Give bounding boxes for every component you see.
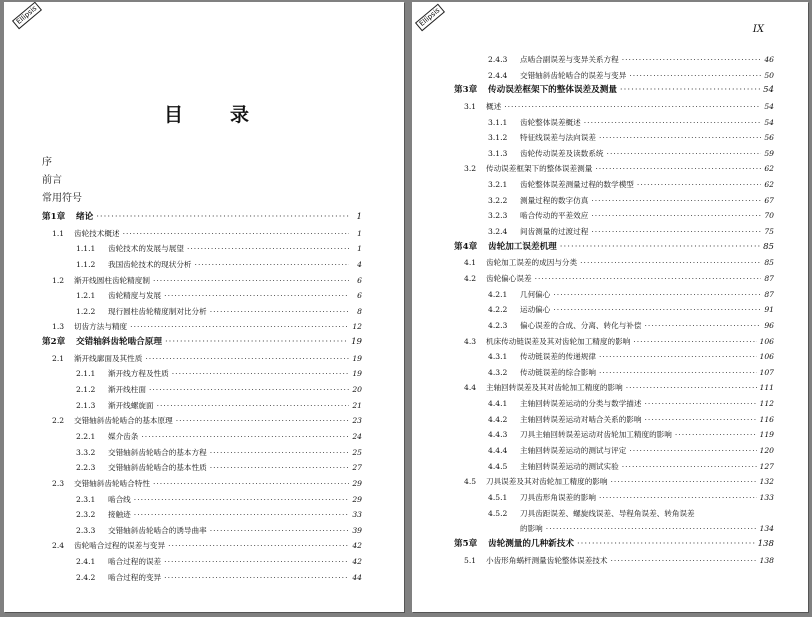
toc-entry-page: 112 <box>759 399 774 409</box>
toc-entry-title: 齿轮加工误差的成因与分类 <box>486 258 578 268</box>
toc-entry-title: 特征线误差与法向误差 <box>520 133 596 143</box>
toc-entry-title: 渐开线圆柱齿轮精度制 <box>74 275 150 285</box>
toc-entry-title: 齿轮技术概述 <box>74 228 120 238</box>
toc-entry-title: 齿轮传动误差及读数系统 <box>520 148 604 158</box>
toc-entry-title: 渐开线螺旋面 <box>108 400 154 410</box>
toc-entry-title: 主轴回转误差运动的测试实验 <box>520 461 619 471</box>
toc-entry-title: 交错轴斜齿轮啮合的基本原理 <box>74 416 173 426</box>
toc-entry-number: 2.1 <box>52 353 65 363</box>
toc-leader-dots <box>620 83 760 99</box>
toc-entry-title: 齿轮加工误差机理 <box>488 241 557 252</box>
toc-entry-page: 19 <box>352 353 362 363</box>
toc-subsection-entry[interactable] <box>454 115 774 131</box>
toc-section-entry[interactable] <box>454 553 774 569</box>
toc-subsection-entry[interactable] <box>42 445 362 461</box>
toc-leader-dots <box>546 521 757 537</box>
toc-entry-number: 3.1.1 <box>488 117 508 127</box>
toc-section-entry[interactable] <box>454 161 774 177</box>
toc-leader-dots <box>599 365 757 381</box>
toc-leader-dots <box>172 366 349 382</box>
toc-leader-dots <box>584 115 761 131</box>
toc-leader-dots <box>591 193 761 209</box>
toc-entry-page: 120 <box>759 446 774 456</box>
toc-entry-title: 间齿测量的过渡过程 <box>520 227 589 237</box>
toc-entry-number: 1.1 <box>52 228 65 238</box>
toc-entry-number: 2.4.1 <box>76 557 96 567</box>
toc-section-entry[interactable] <box>42 476 362 492</box>
toc-entry-number: 2.3.1 <box>76 494 96 504</box>
toc-leader-dots <box>96 210 349 226</box>
toc-entry-number: 2.2.3 <box>76 463 96 473</box>
toc-entry-page: 20 <box>352 385 362 395</box>
toc-leader-dots <box>149 382 349 398</box>
toc-entry-number: 4.4 <box>464 383 477 393</box>
toc-entry-number: 第1章 <box>42 212 66 222</box>
toc-entry-number: 4.4.4 <box>488 446 508 456</box>
toc-entry-page: 39 <box>352 525 362 535</box>
toc-leader-dots <box>210 460 349 476</box>
toc-leader-dots <box>165 335 348 351</box>
toc-chapter-entry[interactable] <box>42 210 362 226</box>
toc-entry-title: 切齿方法与精度 <box>74 322 128 332</box>
toc-leader-dots <box>626 380 757 396</box>
toc-leader-dots <box>595 161 761 177</box>
toc-subsection-entry[interactable] <box>454 506 774 522</box>
toc-entry-title: 齿轮整体误差测量过程的数学模型 <box>520 180 634 190</box>
toc-chapter-entry[interactable] <box>42 335 362 351</box>
toc-entry-page: 127 <box>759 461 774 471</box>
toc-subsection-entry[interactable] <box>454 287 774 303</box>
toc-chapter-entry[interactable] <box>454 83 774 99</box>
toc-entry-number: 4.3 <box>464 336 477 346</box>
toc-subsection-entry[interactable] <box>454 396 774 412</box>
toc-subsection-entry[interactable] <box>454 224 774 240</box>
toc-subsection-entry[interactable] <box>454 412 774 428</box>
toc-section-entry[interactable] <box>42 319 362 335</box>
toc-subsection-entry[interactable] <box>454 349 774 365</box>
toc-entry-number: 2.1.2 <box>76 385 96 395</box>
toc-entry-title: 机床传动链误差及其对齿轮加工精度的影响 <box>486 336 631 346</box>
toc-entry-number: 3.2 <box>464 164 477 174</box>
toc-subsection-entry[interactable] <box>454 443 774 459</box>
toc-entry-number: 1.2.1 <box>76 291 96 301</box>
book-stamp: Ellipsis <box>415 4 445 32</box>
toc-entry-number: 1.2 <box>52 275 65 285</box>
toc-leader-dots <box>645 412 757 428</box>
toc-entry-title: 交错轴斜齿轮啮合的误差与变异 <box>520 70 627 80</box>
toc-entry-title: 传动误差框架下的整体误差测量 <box>486 164 593 174</box>
toc-entry-page: 62 <box>764 180 774 190</box>
toc-entry-title: 齿轮偏心误差 <box>486 273 532 283</box>
toc-subsection-entry[interactable] <box>42 241 362 257</box>
toc-section-entry[interactable] <box>454 255 774 271</box>
toc-leader-dots <box>675 427 757 443</box>
toc-section-entry[interactable] <box>454 99 774 115</box>
toc-entry-page: 116 <box>759 414 774 424</box>
toc-leader-dots <box>645 318 762 334</box>
toc-entry-title: 传动链误差的综合影响 <box>520 367 596 377</box>
toc-entry-title: 绪论 <box>76 212 94 222</box>
toc-subsection-entry[interactable] <box>454 365 774 381</box>
toc-entry-title: 主轴回转误差运动的分类与数学描述 <box>520 399 642 409</box>
toc-entry-title: 渐开线柱面 <box>108 385 146 395</box>
toc-entry-title: 主轴回转误差及其对齿轮加工精度的影响 <box>486 383 623 393</box>
toc-subsection-entry[interactable] <box>42 523 362 539</box>
front-matter-foreword[interactable]: 前言 <box>42 175 62 186</box>
toc-subsection-entry[interactable] <box>42 429 362 445</box>
toc-entry-title: 交错轴斜齿轮啮合的诱导曲率 <box>108 525 207 535</box>
toc-entry-number: 4.4.3 <box>488 430 508 440</box>
toc-entry-title: 媒介齿条 <box>108 431 139 441</box>
toc-entry-number: 第5章 <box>454 538 478 549</box>
toc-entry-number: 3.2.4 <box>488 227 508 237</box>
toc-leader-dots <box>553 287 761 303</box>
toc-entry-page: 29 <box>352 478 362 488</box>
toc-entry-page: 1 <box>357 244 362 254</box>
toc-entry-number: 4.5 <box>464 477 477 487</box>
toc-entry-page: 6 <box>357 275 362 285</box>
toc-leader-dots <box>195 257 349 273</box>
toc-list-right <box>454 52 774 568</box>
toc-entry-number: 1.2.2 <box>76 306 96 316</box>
book-stamp: Ellipsis <box>12 2 42 29</box>
toc-subsection-entry[interactable] <box>454 193 774 209</box>
toc-entry-page: 132 <box>759 477 774 487</box>
toc-entry-number: 1.3 <box>52 322 65 332</box>
toc-entry-page: 138 <box>757 538 774 549</box>
toc-leader-dots <box>187 241 349 257</box>
toc-leader-dots <box>134 507 349 523</box>
toc-leader-dots <box>611 474 757 490</box>
toc-entry-page: 1 <box>357 228 362 238</box>
toc-entry-title: 概述 <box>486 101 502 111</box>
toc-leader-dots <box>145 351 349 367</box>
toc-leader-dots <box>622 52 761 68</box>
toc-leader-dots <box>611 553 757 569</box>
toc-entry-title: 交错轴斜齿轮啮合的基本方程 <box>108 447 207 457</box>
toc-subsection-entry[interactable] <box>42 366 362 382</box>
toc-entry-number: 2.2 <box>52 416 65 426</box>
toc-entry-page: 21 <box>352 400 362 410</box>
toc-section-entry[interactable] <box>42 226 362 242</box>
toc-entry-title: 主轴回转误差运动的测试与评定 <box>520 446 627 456</box>
toc-entry-page: 87 <box>764 273 774 283</box>
toc-entry-title: 小齿形角蜗杆测量齿轮整体误差技术 <box>486 555 608 565</box>
toc-entry-title: 交错轴斜齿轮啮合特性 <box>74 478 150 488</box>
toc-entry-title: 运动偏心 <box>520 305 551 315</box>
toc-subsection-entry[interactable] <box>42 398 362 414</box>
toc-entry-number: 4.3.1 <box>488 352 508 362</box>
toc-entry-number: 2.4.4 <box>488 70 508 80</box>
toc-entry-page: 87 <box>764 289 774 299</box>
toc-leader-dots <box>176 413 349 429</box>
toc-entry-page: 29 <box>352 494 362 504</box>
toc-entry-page: 44 <box>352 572 362 582</box>
toc-entry-number: 3.1.3 <box>488 148 508 158</box>
toc-entry-page: 8 <box>357 306 362 316</box>
toc-entry-page: 54 <box>764 101 774 111</box>
toc-entry-page: 85 <box>763 241 774 252</box>
toc-entry-number: 5.1 <box>464 555 477 565</box>
toc-leader-dots <box>591 224 761 240</box>
toc-entry-number: 3.3.2 <box>76 447 96 457</box>
toc-subsection-entry[interactable] <box>42 570 362 586</box>
toc-section-entry[interactable] <box>454 474 774 490</box>
toc-entry-page: 19 <box>351 337 362 348</box>
toc-leader-dots <box>504 99 761 115</box>
toc-leader-dots <box>622 459 757 475</box>
toc-subsection-entry[interactable] <box>42 554 362 570</box>
toc-entry-page: 42 <box>352 557 362 567</box>
toc-entry-page: 59 <box>764 148 774 158</box>
toc-entry-page: 54 <box>764 117 774 127</box>
toc-entry-title: 刀具主轴回转误差运动对齿轮加工精度的影响 <box>520 430 672 440</box>
toc-subsection-entry[interactable] <box>454 459 774 475</box>
toc-entry-title: 交错轴斜齿轮啮合原理 <box>76 337 162 348</box>
toc-entry-title: 测量过程的数字仿真 <box>520 195 589 205</box>
toc-leader-dots <box>629 68 761 84</box>
toc-subsection-entry[interactable] <box>454 318 774 334</box>
toc-chapter-entry[interactable] <box>454 537 774 553</box>
toc-entry-title: 刀具误差及其对齿轮加工精度的影响 <box>486 477 608 487</box>
toc-subsection-entry[interactable] <box>454 146 774 162</box>
toc-leader-dots <box>599 349 757 365</box>
toc-leader-dots <box>535 271 761 287</box>
toc-entry-title: 刀具齿形角误差的影响 <box>520 492 596 502</box>
toc-entry-page: 25 <box>352 447 362 457</box>
toc-leader-dots <box>153 476 349 492</box>
toc-entry-number: 2.3.2 <box>76 510 96 520</box>
toc-entry-title: 啮合过程的误差 <box>108 557 162 567</box>
toc-entry-title: 现行圆柱齿轮精度制对比分析 <box>108 306 207 316</box>
toc-list-left <box>42 210 362 585</box>
toc-entry-number: 3.2.3 <box>488 211 508 221</box>
toc-subsection-entry[interactable] <box>454 302 774 318</box>
toc-subsection-entry[interactable] <box>42 460 362 476</box>
toc-subsection-entry[interactable] <box>42 382 362 398</box>
right-page <box>412 2 808 612</box>
toc-entry-page: 107 <box>759 367 774 377</box>
toc-leader-dots <box>157 398 349 414</box>
toc-entry-page: 46 <box>764 55 774 64</box>
toc-entry-number: 2.2.1 <box>76 431 96 441</box>
toc-entry-page: 1 <box>356 212 362 222</box>
toc-entry-page: 62 <box>764 164 774 174</box>
toc-entry-title: 啮合过程的变异 <box>108 572 162 582</box>
toc-leader-dots <box>164 554 349 570</box>
toc-entry-page: 119 <box>759 430 774 440</box>
toc-entry-page: 56 <box>764 133 774 143</box>
toc-entry-number: 4.2.3 <box>488 320 508 330</box>
toc-entry-title: 接触迹 <box>108 510 131 520</box>
toc-subsection-entry[interactable] <box>42 288 362 304</box>
toc-entry-page: 96 <box>764 320 774 330</box>
toc-leader-dots <box>164 570 349 586</box>
toc-entry-number: 第4章 <box>454 241 478 252</box>
toc-subsection-entry[interactable] <box>454 521 774 537</box>
toc-entry-number: 2.1.3 <box>76 400 96 410</box>
toc-entry-page: 6 <box>357 291 362 301</box>
toc-leader-dots <box>599 130 761 146</box>
toc-subsection-entry[interactable] <box>454 427 774 443</box>
toc-entry-number: 4.4.2 <box>488 414 508 424</box>
toc-entry-page: 19 <box>352 369 362 379</box>
toc-entry-page: 111 <box>759 383 774 393</box>
toc-entry-number: 4.5.2 <box>488 508 508 518</box>
toc-section-entry[interactable] <box>42 538 362 554</box>
toc-leader-dots <box>591 208 761 224</box>
toc-entry-page: 23 <box>352 416 362 426</box>
toc-entry-title: 几何偏心 <box>520 289 551 299</box>
toc-leader-dots <box>141 429 349 445</box>
toc-leader-dots <box>629 443 756 459</box>
toc-entry-page: 75 <box>764 227 774 237</box>
toc-leader-dots <box>560 240 760 256</box>
toc-subsection-entry[interactable] <box>454 68 774 84</box>
toc-leader-dots <box>553 302 761 318</box>
toc-entry-title: 齿轮测量的几种新技术 <box>488 538 574 549</box>
toc-entry-number: 1.1.2 <box>76 259 96 269</box>
toc-entry-number: 4.3.2 <box>488 367 508 377</box>
toc-section-entry[interactable] <box>42 273 362 289</box>
toc-entry-number: 2.1.1 <box>76 369 96 379</box>
toc-entry-page: 54 <box>763 85 774 96</box>
toc-entry-page: 133 <box>759 492 774 502</box>
toc-entry-number: 1.1.1 <box>76 244 96 254</box>
toc-leader-dots <box>153 273 349 289</box>
toc-entry-title: 啮合传动的平差效应 <box>520 211 589 221</box>
toc-entry-title: 啮合线 <box>108 494 131 504</box>
toc-entry-title: 刀具齿距误差、螺旋线误差、导程角误差、转角误差 <box>520 508 695 518</box>
toc-leader-dots <box>599 490 757 506</box>
front-matter-symbols[interactable]: 常用符号 <box>42 193 82 204</box>
toc-entry-title: 点啮合副误差与变异关系方程 <box>520 55 619 64</box>
toc-subsection-entry[interactable] <box>454 130 774 146</box>
toc-subsection-entry[interactable] <box>454 52 774 68</box>
toc-entry-number: 3.1.2 <box>488 133 508 143</box>
toc-entry-number: 2.3 <box>52 478 65 488</box>
toc-entry-title: 齿轮技术的发展与展望 <box>108 244 184 254</box>
toc-leader-dots <box>580 255 761 271</box>
toc-entry-page: 70 <box>764 211 774 221</box>
toc-entry-page: 134 <box>759 524 774 534</box>
toc-leader-dots <box>210 523 349 539</box>
toc-entry-number: 4.4.1 <box>488 399 508 409</box>
toc-entry-title: 传动链误差的传递规律 <box>520 352 596 362</box>
toc-entry-page: 4 <box>357 259 362 269</box>
toc-entry-title: 齿轮啮合过程的误差与变异 <box>74 541 166 551</box>
toc-entry-page: 27 <box>352 463 362 473</box>
page-title: 目录 <box>164 104 297 126</box>
toc-entry-page: 50 <box>764 70 774 80</box>
toc-entry-number: 4.1 <box>464 258 477 268</box>
toc-leader-dots <box>210 304 349 320</box>
toc-subsection-entry[interactable] <box>454 490 774 506</box>
toc-entry-number: 3.2.1 <box>488 180 508 190</box>
toc-section-entry[interactable] <box>454 380 774 396</box>
toc-entry-number: 4.5.1 <box>488 492 508 502</box>
toc-entry-page: 67 <box>764 195 774 205</box>
toc-leader-dots <box>577 537 755 553</box>
toc-entry-title: 偏心误差的合成、分离、转化与补偿 <box>520 320 642 330</box>
toc-leader-dots <box>637 177 761 193</box>
toc-subsection-entry[interactable] <box>42 304 362 320</box>
toc-entry-page: 106 <box>759 352 774 362</box>
toc-entry-page: 85 <box>764 258 774 268</box>
toc-leader-dots <box>210 445 349 461</box>
toc-entry-title: 我国齿轮技术的现状分析 <box>108 259 192 269</box>
left-page <box>4 2 404 612</box>
page-number: IX <box>752 24 764 35</box>
toc-entry-title: 齿轮精度与发展 <box>108 291 162 301</box>
toc-leader-dots <box>168 538 349 554</box>
toc-entry-title: 渐开线廓面及其性质 <box>74 353 143 363</box>
toc-entry-number: 第3章 <box>454 85 478 96</box>
toc-chapter-entry[interactable] <box>454 240 774 256</box>
toc-entry-number: 4.4.5 <box>488 461 508 471</box>
toc-entry-page: 106 <box>759 336 774 346</box>
toc-leader-dots <box>607 146 761 162</box>
toc-leader-dots <box>130 319 349 335</box>
toc-entry-number: 4.2.2 <box>488 305 508 315</box>
toc-entry-number: 2.4.2 <box>76 572 96 582</box>
toc-entry-title: 主轴回转误差运动对啮合关系的影响 <box>520 414 642 424</box>
toc-leader-dots <box>645 396 757 412</box>
toc-entry-page: 24 <box>352 431 362 441</box>
toc-section-entry[interactable] <box>42 413 362 429</box>
toc-entry-page: 138 <box>759 555 774 565</box>
toc-section-entry[interactable] <box>42 351 362 367</box>
toc-entry-page: 33 <box>352 510 362 520</box>
toc-leader-dots <box>134 492 349 508</box>
toc-entry-number: 2.4.3 <box>488 55 508 64</box>
toc-entry-number: 4.2.1 <box>488 289 508 299</box>
toc-entry-number: 2.4 <box>52 541 65 551</box>
toc-entry-title: 齿轮整体误差概述 <box>520 117 581 127</box>
toc-subsection-entry[interactable] <box>42 257 362 273</box>
toc-entry-number: 3.1 <box>464 101 477 111</box>
toc-subsection-entry[interactable] <box>42 492 362 508</box>
toc-entry-number: 3.2.2 <box>488 195 508 205</box>
toc-section-entry[interactable] <box>454 271 774 287</box>
toc-leader-dots <box>164 288 349 304</box>
toc-entry-title: 渐开线方程及性质 <box>108 369 169 379</box>
toc-entry-number: 4.2 <box>464 273 477 283</box>
toc-entry-title: 传动误差框架下的整体误差及测量 <box>488 85 617 96</box>
toc-entry-page: 12 <box>352 322 362 332</box>
toc-subsection-entry[interactable] <box>454 208 774 224</box>
toc-section-entry[interactable] <box>454 334 774 350</box>
toc-subsection-entry[interactable] <box>42 507 362 523</box>
toc-subsection-entry[interactable] <box>454 177 774 193</box>
toc-leader-dots <box>123 226 349 242</box>
toc-entry-title: 交错轴斜齿轮啮合的基本性质 <box>108 463 207 473</box>
toc-entry-number: 第2章 <box>42 337 66 348</box>
toc-entry-page: 42 <box>352 541 362 551</box>
toc-entry-title: 的影响 <box>520 524 543 534</box>
front-matter-preface[interactable]: 序 <box>42 157 52 168</box>
toc-entry-number: 2.3.3 <box>76 525 96 535</box>
toc-leader-dots <box>633 334 756 350</box>
toc-entry-page: 91 <box>764 305 774 315</box>
